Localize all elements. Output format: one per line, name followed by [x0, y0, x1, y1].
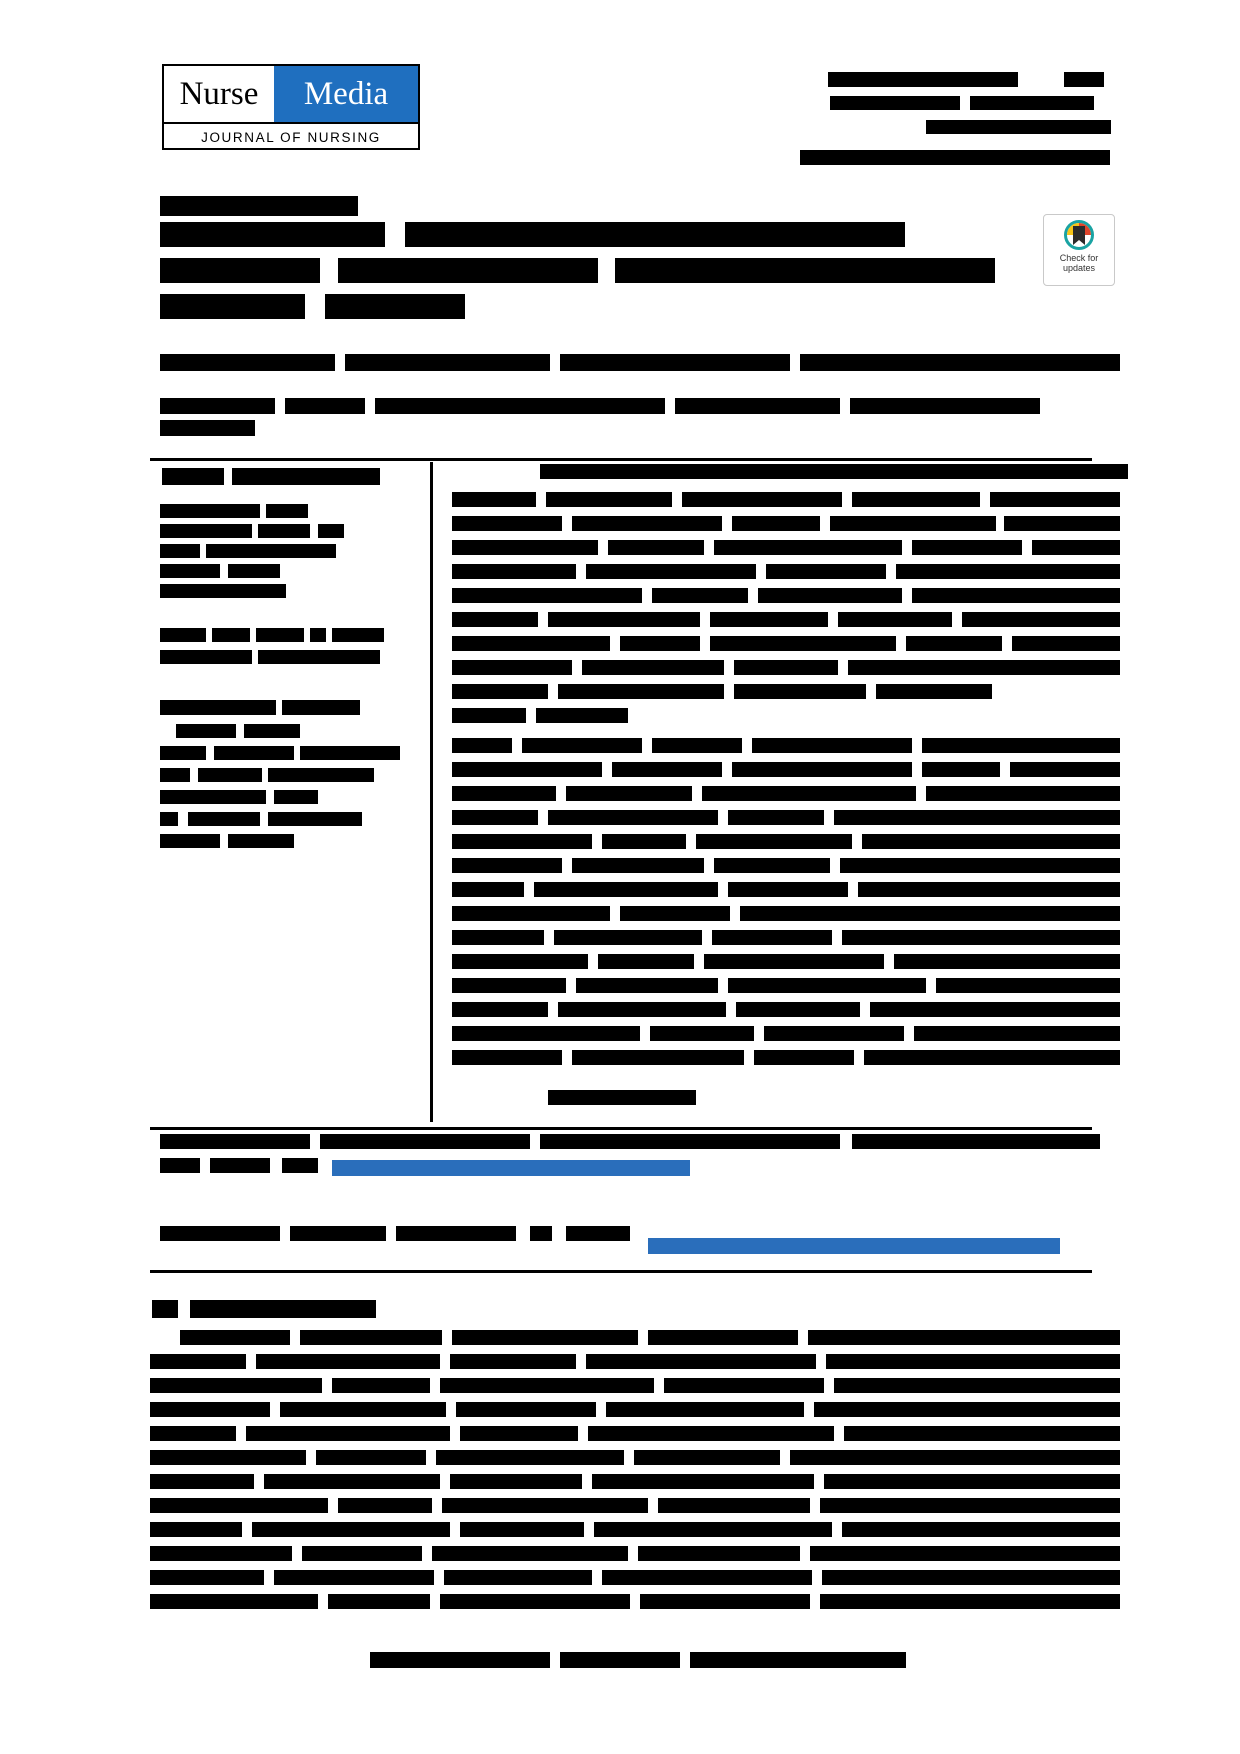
badge-label-line2: updates — [1062, 263, 1095, 273]
journal-logo-subtitle: JOURNAL OF NURSING — [201, 129, 381, 145]
license-link[interactable] — [648, 1238, 1060, 1254]
journal-logo-primary: Nurse — [179, 75, 259, 112]
check-for-updates-icon — [1064, 220, 1094, 250]
abstract-top-rule — [150, 458, 1092, 461]
badge-label-line1: Check for — [1059, 253, 1099, 263]
abstract-divider — [430, 462, 433, 1122]
abstract-bottom-rule — [150, 1127, 1092, 1130]
journal-logo — [162, 64, 420, 150]
journal-logo-row — [164, 66, 418, 124]
check-for-updates-badge[interactable] — [1043, 214, 1115, 286]
doi-link[interactable] — [332, 1160, 690, 1176]
journal-logo-secondary: Media — [274, 66, 418, 122]
license-rule — [150, 1270, 1092, 1273]
